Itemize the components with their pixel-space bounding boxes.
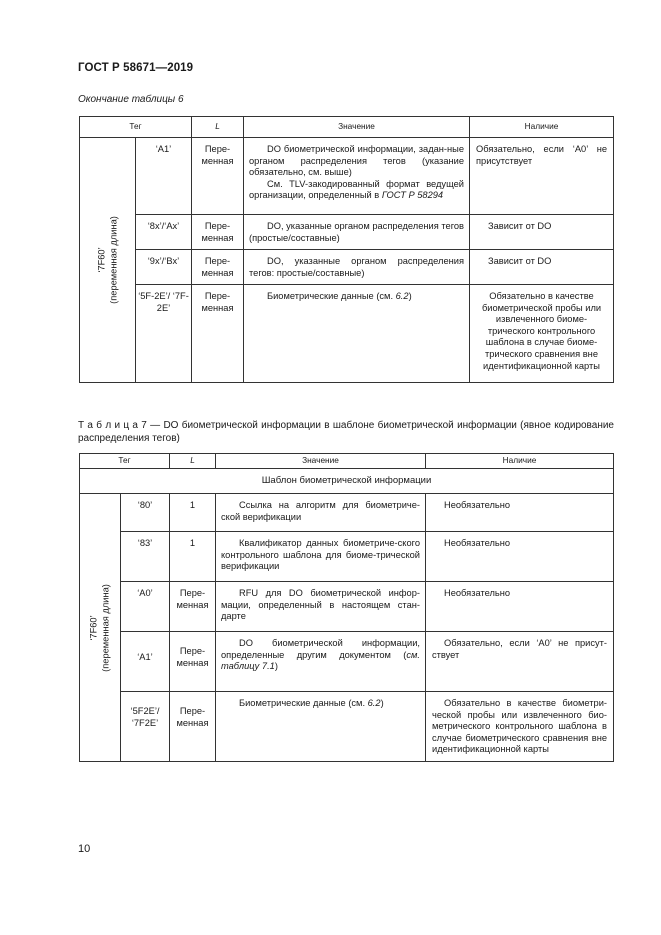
section-row	[80, 469, 614, 494]
table-row	[80, 632, 614, 692]
availability-cell: Зависит от DO	[470, 250, 614, 285]
tag-cell: ‘A1’	[136, 138, 192, 215]
table-7	[79, 453, 614, 762]
column-header-length: L	[170, 454, 216, 469]
table-header-row	[80, 454, 614, 469]
table-row	[80, 215, 614, 250]
value-cell: DO биометрической информации, задан-ные органом распределения тегов (указание обязательно, см. выше) См. TLV-закодированный формат ведущей организации, определенный в ГОСТ Р 58294	[244, 138, 470, 215]
value-cell: DO биометрической информации, определенные другим документом (см. таблицу 7.1)	[216, 632, 426, 692]
length-cell: Пере-менная	[192, 215, 244, 250]
value-cell: Биометрические данные (см. 6.2)	[216, 692, 426, 762]
group-tag-cell	[80, 138, 136, 383]
availability-cell: Обязательно в качестве биометри-ческой пробы или извлеченного био-метрического контрольного шаблона в случае биометрического сравнения вне идентификационной карты	[426, 692, 614, 762]
length-cell: Пере-менная	[192, 138, 244, 215]
table-row	[80, 582, 614, 632]
tag-cell: ‘80’	[121, 494, 170, 532]
group-tag: ‘7F60’	[95, 247, 106, 273]
tag-cell: ‘A0’	[121, 582, 170, 632]
group-tag-note: (переменная длина)	[107, 216, 118, 304]
document-header: ГОСТ Р 58671—2019	[78, 62, 194, 74]
length-cell: 1	[170, 494, 216, 532]
availability-cell: Обязательно в качестве биометрической пробы или извлеченного биоме-трического контрольного шаблона в случае биоме-трического сравнения вне идентификационной карты	[470, 285, 614, 383]
table-row	[80, 250, 614, 285]
tag-cell: ‘A1’	[121, 632, 170, 692]
table-6	[79, 116, 614, 383]
availability-cell: Необязательно	[426, 582, 614, 632]
table-row	[80, 285, 614, 383]
tag-cell: ‘8x’/‘Ax’	[136, 215, 192, 250]
tag-cell: ‘9x’/‘Bx’	[136, 250, 192, 285]
value-cell: RFU для DO биометрической инфор-мации, определенный в настоящем стан-дарте	[216, 582, 426, 632]
page-number: 10	[78, 843, 91, 855]
table-header-row	[80, 117, 614, 138]
table6-caption: Окончание таблицы 6	[78, 94, 184, 105]
length-cell: Пере-менная	[192, 250, 244, 285]
availability-cell: Обязательно, если ‘A0’ не присут-ствует	[426, 632, 614, 692]
length-cell: Пере-менная	[170, 632, 216, 692]
table-row	[80, 494, 614, 532]
column-header-tag: Тег	[80, 454, 170, 469]
tag-cell: ‘83’	[121, 532, 170, 582]
group-tag: ‘7F60’	[88, 614, 99, 641]
column-header-value: Значение	[216, 454, 426, 469]
table7-caption: Т а б л и ц а 7 — DO биометрической информации в шаблоне биометрической информации (явное кодирование распределения тегов)	[78, 420, 614, 444]
availability-cell: Необязательно	[426, 494, 614, 532]
value-cell: Биометрические данные (см. 6.2)	[244, 285, 470, 383]
availability-cell: Необязательно	[426, 532, 614, 582]
availability-cell: Зависит от DO	[470, 215, 614, 250]
column-header-tag: Тег	[80, 117, 192, 138]
length-cell: Пере-менная	[170, 582, 216, 632]
value-cell: Квалификатор данных биометриче-ского контрольного шаблона для биоме-трической верификации	[216, 532, 426, 582]
column-header-length: L	[192, 117, 244, 138]
column-header-availability: Наличие	[470, 117, 614, 138]
value-cell: DO, указанные органом распределения тегов: простые/составные)	[244, 250, 470, 285]
section-title: Шаблон биометрической информации	[80, 469, 614, 494]
length-cell: Пере-менная	[192, 285, 244, 383]
table-row	[80, 138, 614, 215]
table-row	[80, 532, 614, 582]
length-cell: Пере-менная	[170, 692, 216, 762]
value-cell: DO, указанные органом распределения тегов (простые/составные)	[244, 215, 470, 250]
column-header-availability: Наличие	[426, 454, 614, 469]
tag-cell: ‘5F-2E’/ ‘7F-2E’	[136, 285, 192, 383]
table-row	[80, 692, 614, 762]
standard-reference: ГОСТ Р 58294	[381, 190, 444, 201]
group-tag-note: (переменная длина)	[100, 583, 110, 672]
column-header-value: Значение	[244, 117, 470, 138]
group-tag-cell	[80, 494, 121, 762]
tag-cell: ‘5F2E’/ ‘7F2E’	[121, 692, 170, 762]
availability-cell: Обязательно, если ‘A0’ не присутствует	[470, 138, 614, 215]
length-cell: 1	[170, 532, 216, 582]
value-cell: Ссылка на алгоритм для биометриче-ской верификации	[216, 494, 426, 532]
